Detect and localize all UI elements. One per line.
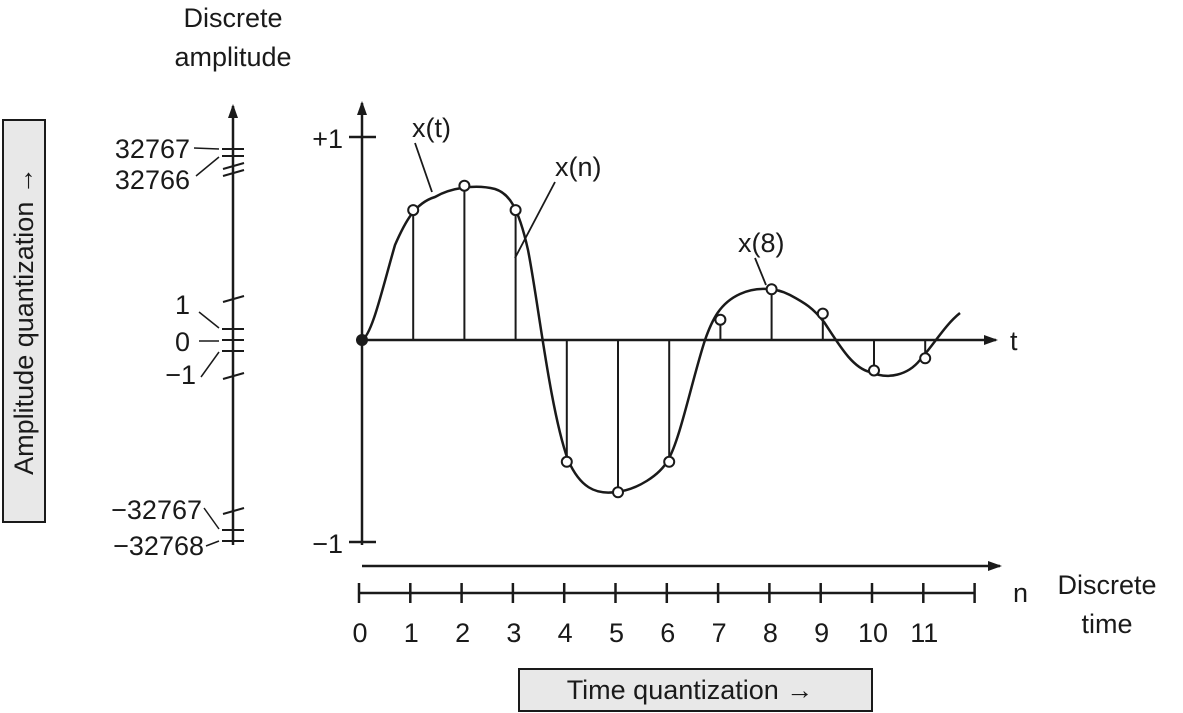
t-axis-label: t (1010, 326, 1018, 356)
leader-line (201, 352, 219, 377)
time-tick-labels (352, 618, 938, 648)
leader-line (199, 312, 219, 328)
level-label-neg32768: −32768 (113, 531, 204, 561)
leader-line (196, 157, 219, 176)
sample-point (767, 284, 777, 294)
time-tick-label: 7 (711, 618, 727, 648)
leader-line (204, 508, 219, 529)
sample-point (869, 365, 879, 375)
sample-point (613, 487, 623, 497)
time-tick-label: 11 (910, 618, 939, 648)
amp-axis-title-line2: amplitude (174, 42, 292, 72)
label-x8: x(8) (738, 228, 785, 258)
sample-point-origin (356, 334, 368, 346)
time-tick-label: 5 (608, 618, 625, 648)
time-tick-label: 0 (352, 618, 368, 648)
leader-line (194, 148, 219, 149)
time-quantization-box (519, 669, 872, 711)
level-label-32766: 32766 (114, 165, 190, 195)
amplitude-quantization-box (3, 120, 45, 522)
xt-leader (415, 143, 432, 192)
x8-leader (755, 258, 766, 285)
discrete-time-title-line1: Discrete (1057, 570, 1157, 600)
label-xn: x(n) (555, 152, 602, 182)
time-tick-label: 1 (403, 618, 419, 648)
leader-line (206, 541, 219, 546)
y-label-plus1: +1 (312, 124, 343, 154)
time-axis (352, 566, 1156, 648)
time-tick-label: 8 (762, 618, 778, 648)
time-tick-label: 2 (455, 618, 471, 648)
sample-point (664, 457, 674, 467)
time-tick-label: 9 (814, 618, 830, 648)
level-label-neg32767: −32767 (111, 495, 202, 525)
amp-axis-title-line1: Discrete (183, 3, 283, 33)
time-tick-label: 10 (857, 618, 889, 648)
n-axis-label: n (1013, 578, 1029, 608)
sample-point (920, 353, 930, 363)
amplitude-quantization-label: Amplitude quantization → (9, 167, 39, 475)
amp-axis (111, 106, 244, 561)
level-label-32767: 32767 (114, 134, 190, 164)
label-xt: x(t) (412, 113, 451, 143)
sample-point (818, 309, 828, 319)
signal-plot (312, 103, 1018, 559)
time-tick-label: 4 (557, 618, 573, 648)
amp-level-leaders (194, 148, 219, 546)
sample-point (562, 457, 572, 467)
sample-point (511, 205, 521, 215)
level-label-neg1: −1 (165, 360, 196, 390)
level-label-0: 0 (174, 327, 190, 357)
sample-point (715, 315, 725, 325)
time-quantization-label: Time quantization → (566, 675, 814, 705)
sample-point (459, 181, 469, 191)
time-tick-label: 3 (506, 618, 522, 648)
discrete-time-title-line2: time (1081, 609, 1133, 639)
level-label-1: 1 (174, 290, 190, 320)
sample-point (408, 205, 418, 215)
y-label-minus1: −1 (312, 529, 343, 559)
time-tick-label: 6 (660, 618, 676, 648)
